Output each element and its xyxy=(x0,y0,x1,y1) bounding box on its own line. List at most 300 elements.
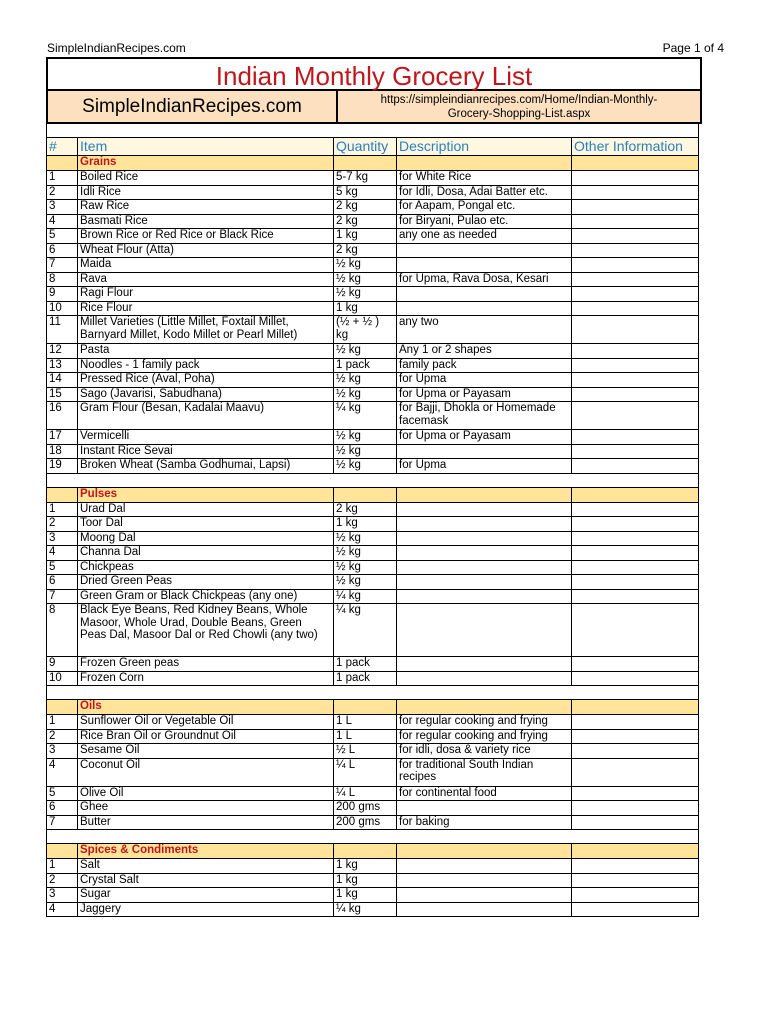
row-quantity: (½ + ½ ) kg xyxy=(334,316,397,344)
row-description xyxy=(397,546,572,561)
spacer-row xyxy=(47,686,699,700)
row-other-info xyxy=(572,387,699,402)
row-number: 6 xyxy=(47,575,78,590)
row-item: Basmati Rice xyxy=(78,214,334,229)
section-header-row xyxy=(47,844,699,859)
row-quantity: ¼ kg xyxy=(334,589,397,604)
row-number: 7 xyxy=(47,589,78,604)
table-row xyxy=(47,214,699,229)
row-number: 1 xyxy=(47,502,78,517)
row-number: 1 xyxy=(47,859,78,874)
table-row xyxy=(47,316,699,344)
row-description: for Biryani, Pulao etc. xyxy=(397,214,572,229)
row-quantity: ½ kg xyxy=(334,560,397,575)
row-other-info xyxy=(572,316,699,344)
row-description xyxy=(397,604,572,657)
row-description: for regular cooking and frying xyxy=(397,715,572,730)
row-quantity: ¼ L xyxy=(334,758,397,786)
row-other-info xyxy=(572,258,699,273)
row-description: for Bajji, Dhokla or Homemade facemask xyxy=(397,402,572,430)
row-quantity: 1 pack xyxy=(334,671,397,686)
row-description xyxy=(397,873,572,888)
table-row xyxy=(47,185,699,200)
row-quantity: 200 gms xyxy=(334,815,397,830)
row-quantity: ¼ kg xyxy=(334,604,397,657)
row-other-info xyxy=(572,801,699,816)
row-quantity: 1 L xyxy=(334,715,397,730)
spacer-cell xyxy=(397,830,572,844)
row-other-info xyxy=(572,430,699,445)
section-name-cell xyxy=(78,700,334,715)
row-item: Wheat Flour (Atta) xyxy=(78,243,334,258)
row-item: Pressed Rice (Aval, Poha) xyxy=(78,373,334,388)
row-number: 17 xyxy=(47,430,78,445)
row-quantity: 1 kg xyxy=(334,229,397,244)
spacer-cell xyxy=(78,830,334,844)
row-quantity: ½ kg xyxy=(334,344,397,359)
row-quantity: 1 kg xyxy=(334,873,397,888)
row-item: Green Gram or Black Chickpeas (any one) xyxy=(78,589,334,604)
row-other-info xyxy=(572,715,699,730)
grocery-sheet xyxy=(46,57,702,917)
row-description: any one as needed xyxy=(397,229,572,244)
row-other-info xyxy=(572,888,699,903)
col-header-other: Other Information xyxy=(572,138,699,156)
row-item: Black Eye Beans, Red Kidney Beans, Whole Masoor, Whole Urad, Double Beans, Green Peas Dal, Masoor Dal or Red Chowli (any two) xyxy=(78,604,334,657)
table-row xyxy=(47,546,699,561)
row-number: 7 xyxy=(47,815,78,830)
row-item: Millet Varieties (Little Millet, Foxtail Millet, Barnyard Millet, Kodo Millet or Pearl Millet) xyxy=(78,316,334,344)
row-quantity: 2 kg xyxy=(334,200,397,215)
row-number: 18 xyxy=(47,444,78,459)
row-other-info xyxy=(572,402,699,430)
banner-site-name[interactable]: SimpleIndianRecipes.com xyxy=(48,91,338,122)
row-item: Sago (Javarisi, Sabudhana) xyxy=(78,387,334,402)
row-item: Dried Green Peas xyxy=(78,575,334,590)
row-quantity: ½ kg xyxy=(334,459,397,474)
row-other-info xyxy=(572,517,699,532)
row-number: 6 xyxy=(47,243,78,258)
row-other-info xyxy=(572,185,699,200)
row-description: for idli, dosa & variety rice xyxy=(397,744,572,759)
section-name-cell xyxy=(78,844,334,859)
row-item: Maida xyxy=(78,258,334,273)
row-other-info xyxy=(572,171,699,186)
row-other-info xyxy=(572,272,699,287)
row-quantity: ¼ L xyxy=(334,786,397,801)
row-other-info xyxy=(572,604,699,657)
row-description: for Aapam, Pongal etc. xyxy=(397,200,572,215)
row-quantity: ½ kg xyxy=(334,387,397,402)
row-other-info xyxy=(572,444,699,459)
row-item: Toor Dal xyxy=(78,517,334,532)
row-number: 9 xyxy=(47,287,78,302)
row-item: Coconut Oil xyxy=(78,758,334,786)
row-description xyxy=(397,444,572,459)
table-row xyxy=(47,243,699,258)
row-other-info xyxy=(572,873,699,888)
col-header-num: # xyxy=(47,138,78,156)
table-row xyxy=(47,402,699,430)
row-number: 2 xyxy=(47,729,78,744)
row-number: 3 xyxy=(47,744,78,759)
row-number: 19 xyxy=(47,459,78,474)
row-description: for regular cooking and frying xyxy=(397,729,572,744)
table-row xyxy=(47,744,699,759)
spacer-row xyxy=(47,124,699,138)
section-header-row xyxy=(47,156,699,171)
row-other-info xyxy=(572,358,699,373)
row-quantity: 1 kg xyxy=(334,517,397,532)
table-row xyxy=(47,715,699,730)
row-description xyxy=(397,801,572,816)
table-row xyxy=(47,344,699,359)
row-quantity: 5-7 kg xyxy=(334,171,397,186)
row-description: for Upma, Rava Dosa, Kesari xyxy=(397,272,572,287)
row-other-info xyxy=(572,589,699,604)
section-empty-cell xyxy=(397,156,572,171)
row-item: Urad Dal xyxy=(78,502,334,517)
section-title: Oils xyxy=(80,700,102,712)
row-item: Rava xyxy=(78,272,334,287)
row-number: 2 xyxy=(47,185,78,200)
row-other-info xyxy=(572,902,699,917)
row-description: for traditional South Indian recipes xyxy=(397,758,572,786)
row-item: Chickpeas xyxy=(78,560,334,575)
row-item: Rice Bran Oil or Groundnut Oil xyxy=(78,729,334,744)
section-empty-cell xyxy=(397,700,572,715)
row-number: 4 xyxy=(47,902,78,917)
row-description: for baking xyxy=(397,815,572,830)
row-description: for Upma xyxy=(397,373,572,388)
table-row xyxy=(47,859,699,874)
table-row xyxy=(47,358,699,373)
row-quantity: 1 kg xyxy=(334,859,397,874)
row-quantity: ¼ kg xyxy=(334,902,397,917)
row-description: for Upma xyxy=(397,459,572,474)
row-item: Brown Rice or Red Rice or Black Rice xyxy=(78,229,334,244)
section-empty-cell xyxy=(572,700,699,715)
row-number: 4 xyxy=(47,758,78,786)
row-number: 6 xyxy=(47,801,78,816)
row-item: Olive Oil xyxy=(78,786,334,801)
spacer-cell xyxy=(47,830,78,844)
table-row xyxy=(47,671,699,686)
row-quantity: ½ L xyxy=(334,744,397,759)
row-number: 5 xyxy=(47,786,78,801)
section-empty-cell xyxy=(572,487,699,502)
row-other-info xyxy=(572,229,699,244)
table-row xyxy=(47,888,699,903)
section-empty-cell xyxy=(397,844,572,859)
row-item: Frozen Green peas xyxy=(78,657,334,672)
row-description: for Upma or Payasam xyxy=(397,387,572,402)
col-header-qty: Quantity xyxy=(334,138,397,156)
spacer-cell xyxy=(572,830,699,844)
row-other-info xyxy=(572,859,699,874)
row-other-info xyxy=(572,459,699,474)
row-description xyxy=(397,301,572,316)
row-number: 3 xyxy=(47,200,78,215)
section-empty-cell xyxy=(572,844,699,859)
row-quantity: ½ kg xyxy=(334,258,397,273)
table-row xyxy=(47,502,699,517)
row-quantity: 1 L xyxy=(334,729,397,744)
section-num-cell xyxy=(47,487,78,502)
spacer-row xyxy=(47,473,699,487)
section-num-cell xyxy=(47,700,78,715)
section-empty-cell xyxy=(572,156,699,171)
table-row xyxy=(47,229,699,244)
section-title: Pulses xyxy=(80,487,118,500)
section-num-cell xyxy=(47,156,78,171)
section-empty-cell xyxy=(334,844,397,859)
row-description: for White Rice xyxy=(397,171,572,186)
section-title: Grains xyxy=(80,156,117,168)
row-quantity: ½ kg xyxy=(334,546,397,561)
spacer-cell xyxy=(334,830,397,844)
table-row xyxy=(47,459,699,474)
row-quantity: 2 kg xyxy=(334,502,397,517)
table-row xyxy=(47,902,699,917)
row-number: 12 xyxy=(47,344,78,359)
table-row xyxy=(47,729,699,744)
row-number: 10 xyxy=(47,671,78,686)
row-quantity: 1 pack xyxy=(334,657,397,672)
row-description xyxy=(397,671,572,686)
row-description xyxy=(397,258,572,273)
row-number: 3 xyxy=(47,531,78,546)
row-number: 14 xyxy=(47,373,78,388)
row-other-info xyxy=(572,301,699,316)
table-row xyxy=(47,444,699,459)
banner-url-line1: https://simpleindianrecipes.com/Home/Indian-Monthly- xyxy=(380,93,658,106)
row-item: Salt xyxy=(78,859,334,874)
row-other-info xyxy=(572,575,699,590)
row-item: Butter xyxy=(78,815,334,830)
table-row xyxy=(47,387,699,402)
section-header-row xyxy=(47,487,699,502)
row-quantity: ½ kg xyxy=(334,373,397,388)
document-title: Indian Monthly Grocery List xyxy=(46,57,702,91)
section-header-row xyxy=(47,700,699,715)
row-description xyxy=(397,517,572,532)
row-item: Gram Flour (Besan, Kadalai Maavu) xyxy=(78,402,334,430)
row-item: Jaggery xyxy=(78,902,334,917)
row-quantity: 1 kg xyxy=(334,888,397,903)
banner-url-line2: Grocery-Shopping-List.aspx xyxy=(447,107,591,120)
row-quantity: ½ kg xyxy=(334,531,397,546)
spacer-cell xyxy=(572,686,699,700)
table-row xyxy=(47,786,699,801)
source-banner xyxy=(46,91,702,124)
row-description xyxy=(397,575,572,590)
table-row xyxy=(47,531,699,546)
row-other-info xyxy=(572,344,699,359)
row-description xyxy=(397,502,572,517)
row-item: Noodles - 1 family pack xyxy=(78,358,334,373)
row-other-info xyxy=(572,671,699,686)
row-description xyxy=(397,657,572,672)
spacer-cell xyxy=(78,473,334,487)
spacer-cell xyxy=(397,686,572,700)
section-empty-cell xyxy=(334,487,397,502)
page-header xyxy=(47,41,724,55)
row-quantity: 2 kg xyxy=(334,214,397,229)
row-quantity: ½ kg xyxy=(334,287,397,302)
page-header-site: SimpleIndianRecipes.com xyxy=(47,41,186,55)
table-row xyxy=(47,758,699,786)
table-row xyxy=(47,258,699,273)
row-item: Crystal Salt xyxy=(78,873,334,888)
table-row xyxy=(47,171,699,186)
row-quantity: 2 kg xyxy=(334,243,397,258)
row-description: family pack xyxy=(397,358,572,373)
table-row xyxy=(47,873,699,888)
row-number: 1 xyxy=(47,171,78,186)
row-quantity: ½ kg xyxy=(334,444,397,459)
row-description xyxy=(397,560,572,575)
column-header-row xyxy=(47,138,699,156)
row-quantity: ½ kg xyxy=(334,430,397,445)
row-other-info xyxy=(572,729,699,744)
spacer-cell xyxy=(47,686,78,700)
row-number: 3 xyxy=(47,888,78,903)
spacer-cell xyxy=(78,686,334,700)
row-number: 15 xyxy=(47,387,78,402)
spacer-cell xyxy=(47,473,78,487)
section-empty-cell xyxy=(397,487,572,502)
row-item: Sunflower Oil or Vegetable Oil xyxy=(78,715,334,730)
row-quantity: ½ kg xyxy=(334,272,397,287)
row-item: Moong Dal xyxy=(78,531,334,546)
row-number: 11 xyxy=(47,316,78,344)
page-number: Page 1 of 4 xyxy=(662,41,724,55)
row-description: for continental food xyxy=(397,786,572,801)
row-item: Ragi Flour xyxy=(78,287,334,302)
row-description: for Idli, Dosa, Adai Batter etc. xyxy=(397,185,572,200)
row-number: 16 xyxy=(47,402,78,430)
row-item: Ghee xyxy=(78,801,334,816)
row-description xyxy=(397,902,572,917)
table-row xyxy=(47,657,699,672)
row-item: Idli Rice xyxy=(78,185,334,200)
row-other-info xyxy=(572,560,699,575)
row-other-info xyxy=(572,744,699,759)
row-other-info xyxy=(572,786,699,801)
table-row xyxy=(47,575,699,590)
row-number: 8 xyxy=(47,272,78,287)
row-other-info xyxy=(572,531,699,546)
row-number: 4 xyxy=(47,546,78,561)
row-quantity: ¼ kg xyxy=(334,402,397,430)
table-row xyxy=(47,373,699,388)
row-item: Vermicelli xyxy=(78,430,334,445)
table-row xyxy=(47,200,699,215)
row-item: Sesame Oil xyxy=(78,744,334,759)
row-item: Pasta xyxy=(78,344,334,359)
row-quantity: 200 gms xyxy=(334,801,397,816)
spacer-cell xyxy=(334,686,397,700)
row-number: 2 xyxy=(47,873,78,888)
row-number: 13 xyxy=(47,358,78,373)
table-row xyxy=(47,430,699,445)
row-description xyxy=(397,531,572,546)
spacer-row xyxy=(47,830,699,844)
col-header-desc: Description xyxy=(397,138,572,156)
section-name-cell xyxy=(78,487,334,502)
row-item: Boiled Rice xyxy=(78,171,334,186)
row-number: 2 xyxy=(47,517,78,532)
spacer-cell xyxy=(397,473,572,487)
row-item: Broken Wheat (Samba Godhumai, Lapsi) xyxy=(78,459,334,474)
row-other-info xyxy=(572,815,699,830)
row-number: 8 xyxy=(47,604,78,657)
row-other-info xyxy=(572,546,699,561)
row-other-info xyxy=(572,657,699,672)
row-number: 1 xyxy=(47,715,78,730)
row-number: 5 xyxy=(47,560,78,575)
row-other-info xyxy=(572,243,699,258)
table-row xyxy=(47,301,699,316)
row-other-info xyxy=(572,200,699,215)
row-other-info xyxy=(572,287,699,302)
row-quantity: 1 pack xyxy=(334,358,397,373)
row-item: Raw Rice xyxy=(78,200,334,215)
row-description xyxy=(397,859,572,874)
banner-url[interactable] xyxy=(338,91,700,122)
table-row xyxy=(47,560,699,575)
row-number: 4 xyxy=(47,214,78,229)
row-other-info xyxy=(572,214,699,229)
grocery-table-body xyxy=(47,124,699,917)
row-description xyxy=(397,589,572,604)
row-other-info xyxy=(572,502,699,517)
table-row xyxy=(47,801,699,816)
row-other-info xyxy=(572,758,699,786)
row-description: Any 1 or 2 shapes xyxy=(397,344,572,359)
row-other-info xyxy=(572,373,699,388)
section-num-cell xyxy=(47,844,78,859)
row-item: Rice Flour xyxy=(78,301,334,316)
table-row xyxy=(47,287,699,302)
table-row xyxy=(47,815,699,830)
table-row xyxy=(47,589,699,604)
table-row xyxy=(47,604,699,657)
table-row xyxy=(47,517,699,532)
row-number: 9 xyxy=(47,657,78,672)
table-row xyxy=(47,272,699,287)
row-item: Sugar xyxy=(78,888,334,903)
grocery-table xyxy=(46,124,699,917)
row-description xyxy=(397,287,572,302)
row-number: 10 xyxy=(47,301,78,316)
row-quantity: ½ kg xyxy=(334,575,397,590)
row-quantity: 1 kg xyxy=(334,301,397,316)
row-description xyxy=(397,888,572,903)
section-empty-cell xyxy=(334,156,397,171)
section-empty-cell xyxy=(334,700,397,715)
row-number: 7 xyxy=(47,258,78,273)
row-item: Instant Rice Sevai xyxy=(78,444,334,459)
spacer-cell xyxy=(572,473,699,487)
row-description: for Upma or Payasam xyxy=(397,430,572,445)
row-number: 5 xyxy=(47,229,78,244)
col-header-item: Item xyxy=(78,138,334,156)
row-item: Channa Dal xyxy=(78,546,334,561)
section-name-cell xyxy=(78,156,334,171)
row-item: Frozen Corn xyxy=(78,671,334,686)
